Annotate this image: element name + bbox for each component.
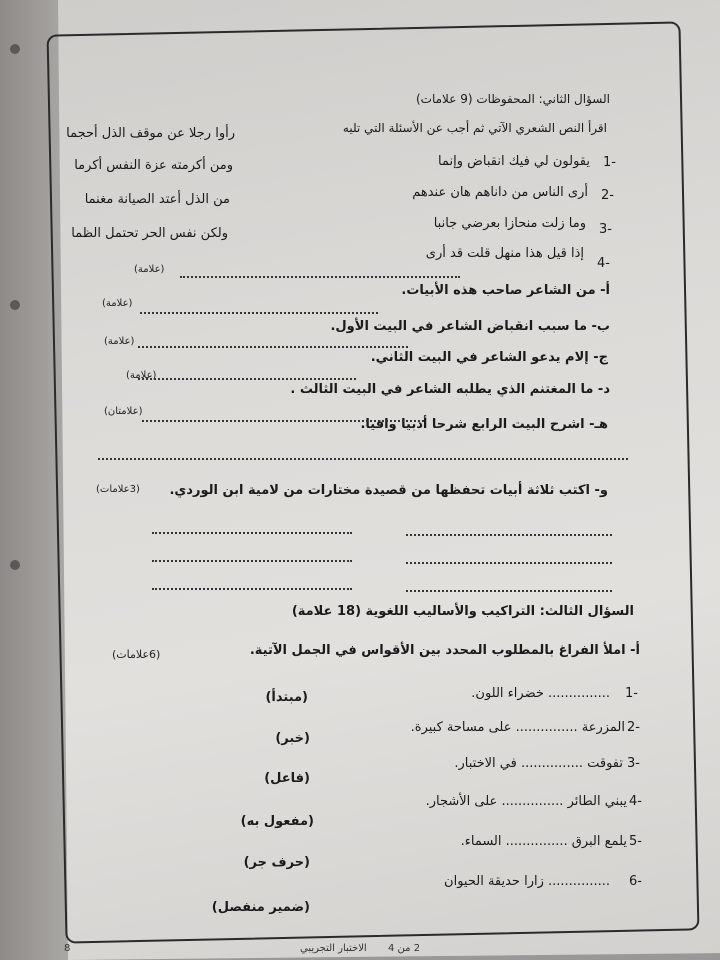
verse-1-left: رأوا رجلا عن موقف الذل أحجما xyxy=(66,126,235,141)
mark-f: (3علامات) xyxy=(96,484,140,495)
verse-answer-line[interactable] xyxy=(152,588,352,590)
answer-line-a[interactable] xyxy=(180,276,460,278)
punch-hole xyxy=(10,560,20,570)
question-a: أ- من الشاعر صاحب هذه الأبيات. xyxy=(401,283,610,298)
verse-3-left: من الذل أعتد الصيانة مغنما xyxy=(84,192,230,207)
exam-name: الاختبار التجريبي xyxy=(300,943,367,954)
verse-2-left: ومن أكرمته عزة النفس أكرما xyxy=(74,158,233,173)
verse-answer-line[interactable] xyxy=(406,562,612,564)
verse-4-num: -4 xyxy=(597,256,610,271)
punch-hole xyxy=(10,44,20,54)
q3-item-2-num: -2 xyxy=(627,720,640,735)
q3-item-6-sentence[interactable]: ............... زارا حديقة الحيوان xyxy=(444,874,610,889)
verse-answer-line[interactable] xyxy=(152,560,352,562)
q3-item-3-sentence[interactable]: تفوقت ............... في الاختبار. xyxy=(454,756,623,771)
q3-item-2-sentence[interactable]: المزرعة ............... على مساحة كبيرة. xyxy=(410,720,625,735)
q3-item-4-sentence[interactable]: يبني الطائر ............... على الأشجار. xyxy=(425,794,627,809)
question-f: و- اكتب ثلاثة أبيات تحفظها من قصيدة مختارات من لامية ابن الوردي. xyxy=(169,483,608,498)
q3-part-a-mark: (6علامات) xyxy=(112,648,161,661)
q2-title: السؤال الثاني: المحفوظات (9 علامات) xyxy=(415,92,610,106)
q3-item-6-hint: (ضمير منفصل) xyxy=(211,900,310,915)
punch-hole xyxy=(10,300,20,310)
verse-2-right: أرى الناس من داناهم هان عندهم xyxy=(412,185,588,200)
mark-a: (علامة) xyxy=(134,264,165,275)
answer-line-e1[interactable] xyxy=(142,420,424,422)
q3-item-3-hint: (فاعل) xyxy=(264,771,310,786)
answer-line-c[interactable] xyxy=(138,346,408,348)
verse-answer-line[interactable] xyxy=(152,532,352,534)
q3-item-4-num: -4 xyxy=(629,794,642,809)
q3-item-6-num: -6 xyxy=(629,874,642,889)
verse-3-right: وما زلت منحازا بعرضي جانبا xyxy=(433,216,586,231)
q3-item-4-hint: (مفعول به) xyxy=(240,814,314,829)
question-c: ج- إلام يدعو الشاعر في البيت الثاني. xyxy=(370,350,608,365)
answer-line-b[interactable] xyxy=(140,312,378,314)
verse-answer-line[interactable] xyxy=(406,534,612,536)
verse-3-num: -3 xyxy=(599,222,612,237)
q3-title: السؤال الثالث: التراكيب والأساليب اللغوية (18 علامة) xyxy=(291,604,634,619)
q3-item-2-hint: (خبر) xyxy=(275,731,310,746)
verse-answer-line[interactable] xyxy=(406,590,612,592)
q3-item-5-sentence[interactable]: يلمع البرق ............... السماء. xyxy=(460,834,627,849)
verse-1-right: يقولون لي فيك انقباض وإنما xyxy=(438,154,590,169)
q3-item-5-num: -5 xyxy=(629,834,642,849)
answer-line-e2[interactable] xyxy=(98,458,628,460)
question-e: هـ- اشرح البيت الرابع شرحا أدبيا وافيا. xyxy=(360,417,608,432)
q3-item-1-num: -1 xyxy=(625,686,638,701)
mark-e: (علامتان) xyxy=(104,406,143,417)
question-d: د- ما المغتنم الذي يطلبه الشاعر في البيت الثالث . xyxy=(290,382,610,397)
mark-b: (علامة) xyxy=(102,298,133,309)
grade-label: 8 xyxy=(64,943,71,954)
question-b: ب- ما سبب انقباض الشاعر في البيت الأول. xyxy=(330,319,610,334)
q3-part-a: أ- املأ الفراغ بالمطلوب المحدد بين الأقواس في الجمل الآتية. xyxy=(249,643,640,658)
mark-c: (علامة) xyxy=(104,336,135,347)
q3-item-5-hint: (حرف جر) xyxy=(243,855,310,870)
verse-1-num: -1 xyxy=(603,155,616,170)
q3-item-3-num: -3 xyxy=(627,756,640,771)
page-number: 2 من 4 xyxy=(388,943,421,954)
q3-item-1-sentence[interactable]: ............... خضراء اللون. xyxy=(471,686,610,701)
q2-instruction: اقرأ النص الشعري الآتي ثم أجب عن الأسئلة التي تليه xyxy=(342,121,607,135)
verse-4-right: إذا قيل هذا منهل قلت قد أرى xyxy=(425,246,584,261)
q3-item-1-hint: (مبتدأ) xyxy=(265,690,308,705)
verse-2-num: -2 xyxy=(601,188,614,203)
mark-d: (علامة) xyxy=(126,370,157,381)
answer-line-d[interactable] xyxy=(138,378,356,380)
verse-4-left: ولكن نفس الحر تحتمل الظما xyxy=(71,226,228,241)
